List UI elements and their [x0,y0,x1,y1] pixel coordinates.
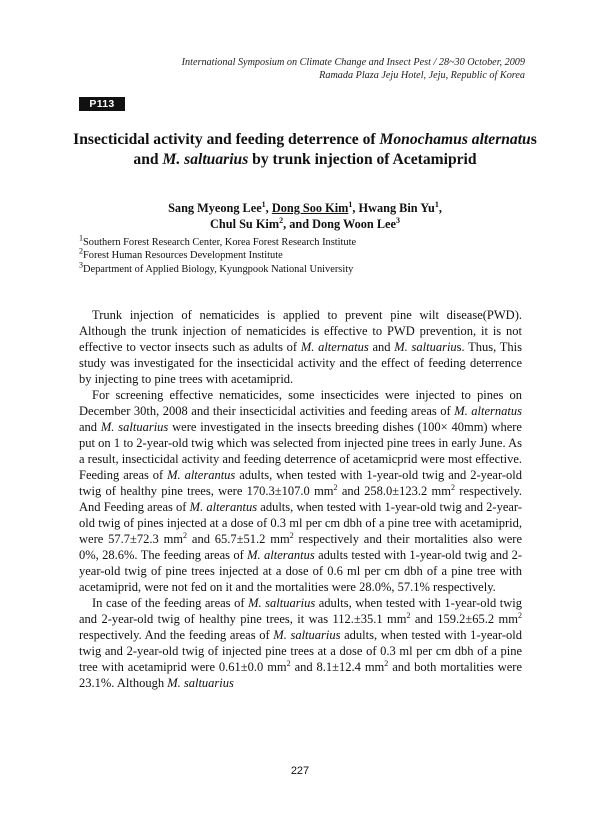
affiliation-text: Forest Human Resources Development Institute [83,250,283,262]
paper-title [70,130,540,170]
author-affil-mark: 3 [395,215,400,225]
poster-id-badge: P113 [79,97,125,111]
affiliation-mark: 2 [79,246,83,256]
author-affil-mark: 1 [348,199,353,209]
affiliation-text: Southern Forest Research Center, Korea Forest Research Institute [83,237,357,248]
author-affil-mark: 1 [261,199,266,209]
title-species-1: Monochamus alternatu [379,131,531,148]
unit-exponent: 2 [183,530,188,540]
abstract-paragraph-2 [79,387,522,595]
species-name: M. saltuarius [248,596,316,610]
species-name: M. alterantus [247,548,315,562]
text-run: respectively. And Feeding areas of [79,484,523,514]
text-run: and 159.2±65.2 mm [410,612,518,626]
species-name: M. saltuarius [100,420,169,434]
title-part-2: s and [133,131,537,168]
unit-exponent: 2 [451,482,456,492]
text-run: and both mortalities were 23.1%. Although [79,660,522,690]
unit-exponent: 2 [384,658,389,668]
species-name: M. alternatus [300,340,369,354]
text-run: For screening effective nematicides, some insecticides were injected to pines on December 30th, 2008 and their insecticidal activities and feeding areas of [79,388,522,418]
text-run: adults, when tested with 1-year-old twig and 2-year-old twig of healthy pine trees, it was 112.±35.1 mm [79,596,522,626]
author-affil-mark: 2 [279,215,284,225]
unit-exponent: 2 [518,610,522,620]
text-run: and 65.7±51.2 mm [187,532,290,546]
author-name-presenting: Dong Soo Kim [271,201,349,215]
species-name: M. saltuarius [273,628,341,642]
text-run: and [79,420,101,434]
species-name: M. saltuariu [394,340,457,354]
text-run: were investigated in the insects breeding dishes (100× 40mm) where put on 1 to 2-year-old twig which was selected from injected pine trees in early June. As a result, insecticidal activity and feeding deterrence of acetamicprid were most effective. Feeding areas of [79,420,522,482]
affiliation [79,246,539,262]
affiliation-text: Department of Applied Biology, Kyungpook National University [83,263,354,275]
header-line-1: International Symposium on Climate Change and Insect Pest / 28~30 October, 2009 [181,57,525,68]
header-line-2: Ramada Plaza Jeju Hotel, Jeju, Republic of Korea [319,70,525,81]
affiliation [79,233,539,249]
text-run: respectively and their mortalities also were 0%, 28.6%. The feeding areas of [79,532,523,562]
text-run: adults tested with 1-year-old twig and 2-year-old twig of pine trees injected at a dose of 0.6 ml per cm dbh of a pine tree with acetamiprid, were not fed on it and the mortalities were 28.0%, 57.1% respectively. [79,548,523,594]
species-name: M. alterantus [167,468,236,482]
unit-exponent: 2 [333,482,338,492]
unit-exponent: 2 [406,610,411,620]
unit-exponent: 2 [286,658,291,668]
text-run: and [368,340,395,354]
page-number: 227 [290,765,310,777]
author-separator: , [265,201,272,215]
title-part-1: Insecticidal activity and feeding deterrence of [73,131,380,148]
affiliation-mark: 3 [79,260,83,270]
text-run: adults, when tested with 1-year-old twig and 2-year-old twig of healthy pine trees, were 170.3±107.0 mm [79,468,523,498]
author-affil-mark: 1 [434,199,439,209]
text-run: adults, when tested with 1-year-old twig and 2-year-old twig of pines injected at a dose of 0.3 ml per cm dbh of a pine tree with acetamiprid, were 57.7±72.3 mm [79,500,522,546]
abstract-body [79,307,522,691]
author-name: Dong Woon Lee [312,217,396,231]
text-run: In case of the feeding areas of [92,596,249,610]
unit-exponent: 2 [289,530,294,540]
author-separator: , [352,201,359,215]
abstract-paragraph-3 [79,595,522,691]
author-name: Chul Su Kim [210,217,280,231]
text-run: Trunk injection of nematicides is applied to prevent pine wilt disease(PWD). Although the trunk injection of nematicides is effective to PWD prevention, it is not effective to vector insects such as adults of [79,308,522,354]
author-separator: , [438,201,442,215]
text-run: s. Thus, This study was investigated for the insecticidal activity and the effect of feeding deterrence by injecting to pine trees with acetamiprid. [79,340,522,386]
species-name: M. saltuarius [167,676,234,690]
species-name: M. alternatus [454,404,522,418]
species-name: M. alterantus [189,500,258,514]
affiliation-mark: 1 [79,233,83,243]
text-run: adults, when tested with 1-year-old twig and 2-year-old twig of injected pine trees at a dose of 0.3 ml per cm dbh of a pine tree with acetamiprid were 0.61±0.0 mm [79,628,522,674]
title-part-3: by trunk injection of Acetamiprid [248,151,477,168]
author-name: Sang Myeong Lee [168,201,262,215]
text-run: and 8.1±12.4 mm [290,660,385,674]
author-list [80,200,530,232]
affiliation [79,260,539,276]
text-run: respectively. And the feeding areas of [79,628,274,642]
author-separator: , and [283,217,313,231]
affiliation-list [79,233,539,276]
title-species-2: M. saltuarius [162,151,249,168]
abstract-paragraph-1 [79,307,522,387]
text-run: and 258.0±123.2 mm [337,484,452,498]
conference-header [65,56,525,82]
author-name: Hwang Bin Yu [358,201,435,215]
